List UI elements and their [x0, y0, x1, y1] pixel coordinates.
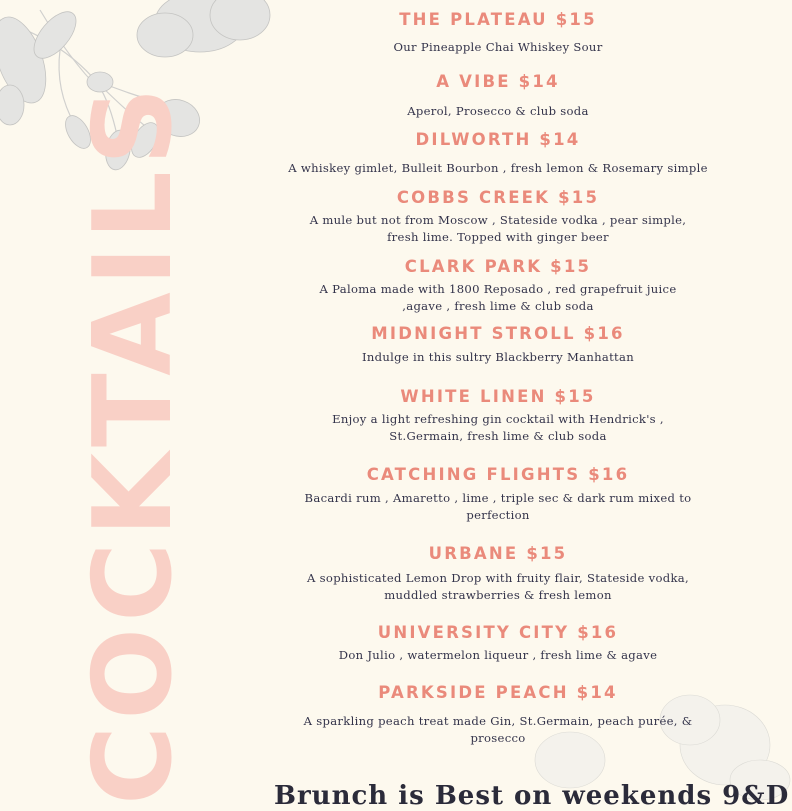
menu-item-name: CLARK PARK $15	[404, 257, 592, 276]
menu-item	[278, 683, 718, 747]
menu-item-name: COBBS CREEK $15	[396, 188, 600, 207]
menu-item-name: WHITE LINEN $15	[400, 387, 596, 406]
menu-item	[278, 10, 718, 56]
menu-item-name: DILWORTH $14	[415, 130, 581, 149]
menu-item-name: A VIBE $14	[436, 72, 560, 91]
menu-item-name: URBANE $15	[428, 544, 568, 563]
menu-item-name: MIDNIGHT STROLL $16	[371, 324, 625, 343]
menu-item	[278, 324, 718, 366]
footer-heading-partial: Brunch is Best on weekends 9&D	[274, 781, 790, 811]
menu-item-description: A whiskey gimlet, Bulleit Bourbon , fresh lemon & Rosemary simple	[288, 161, 708, 175]
menu-item	[278, 72, 718, 120]
menu-item-description: A mule but not from Moscow , Stateside vodka , pear simple, fresh lime. Topped with ginger beer	[309, 213, 687, 244]
menu-item	[278, 623, 718, 664]
menu-item	[278, 257, 718, 315]
menu-item-name: UNIVERSITY CITY $16	[377, 623, 619, 642]
menu-item-description: Don Julio , watermelon liqueur , fresh lime & agave	[338, 648, 658, 662]
menu-item-description: A sophisticated Lemon Drop with fruity flair, Stateside vodka, muddled strawberries & fresh lemon	[307, 571, 689, 602]
menu-item-description: A Paloma made with 1800 Reposado , red grapefruit juice ,agave , fresh lime & club soda	[319, 282, 677, 313]
menu-item-name: PARKSIDE PEACH $14	[378, 683, 618, 702]
menu-item-name: CATCHING FLIGHTS $16	[366, 465, 630, 484]
section-title-cocktails: COCKTAILS	[71, 81, 196, 805]
menu-item-name: THE PLATEAU $15	[399, 10, 597, 29]
menu-item	[278, 387, 718, 445]
menu-item	[278, 130, 718, 177]
menu-item	[278, 465, 718, 524]
menu-item	[278, 544, 718, 604]
menu-item	[278, 188, 718, 246]
menu-item-description: Enjoy a light refreshing gin cocktail with Hendrick's , St.Germain, fresh lime & club soda	[332, 412, 664, 443]
menu-item-description: Our Pineapple Chai Whiskey Sour	[393, 40, 603, 54]
menu-item-description: A sparkling peach treat made Gin, St.Germain, peach purée, & prosecco	[303, 714, 693, 745]
menu-item-description: Aperol, Prosecco & club soda	[407, 104, 589, 118]
menu-item-description: Bacardi rum , Amaretto , lime , triple sec & dark rum mixed to perfection	[304, 491, 692, 522]
menu-item-description: Indulge in this sultry Blackberry Manhattan	[362, 350, 634, 364]
